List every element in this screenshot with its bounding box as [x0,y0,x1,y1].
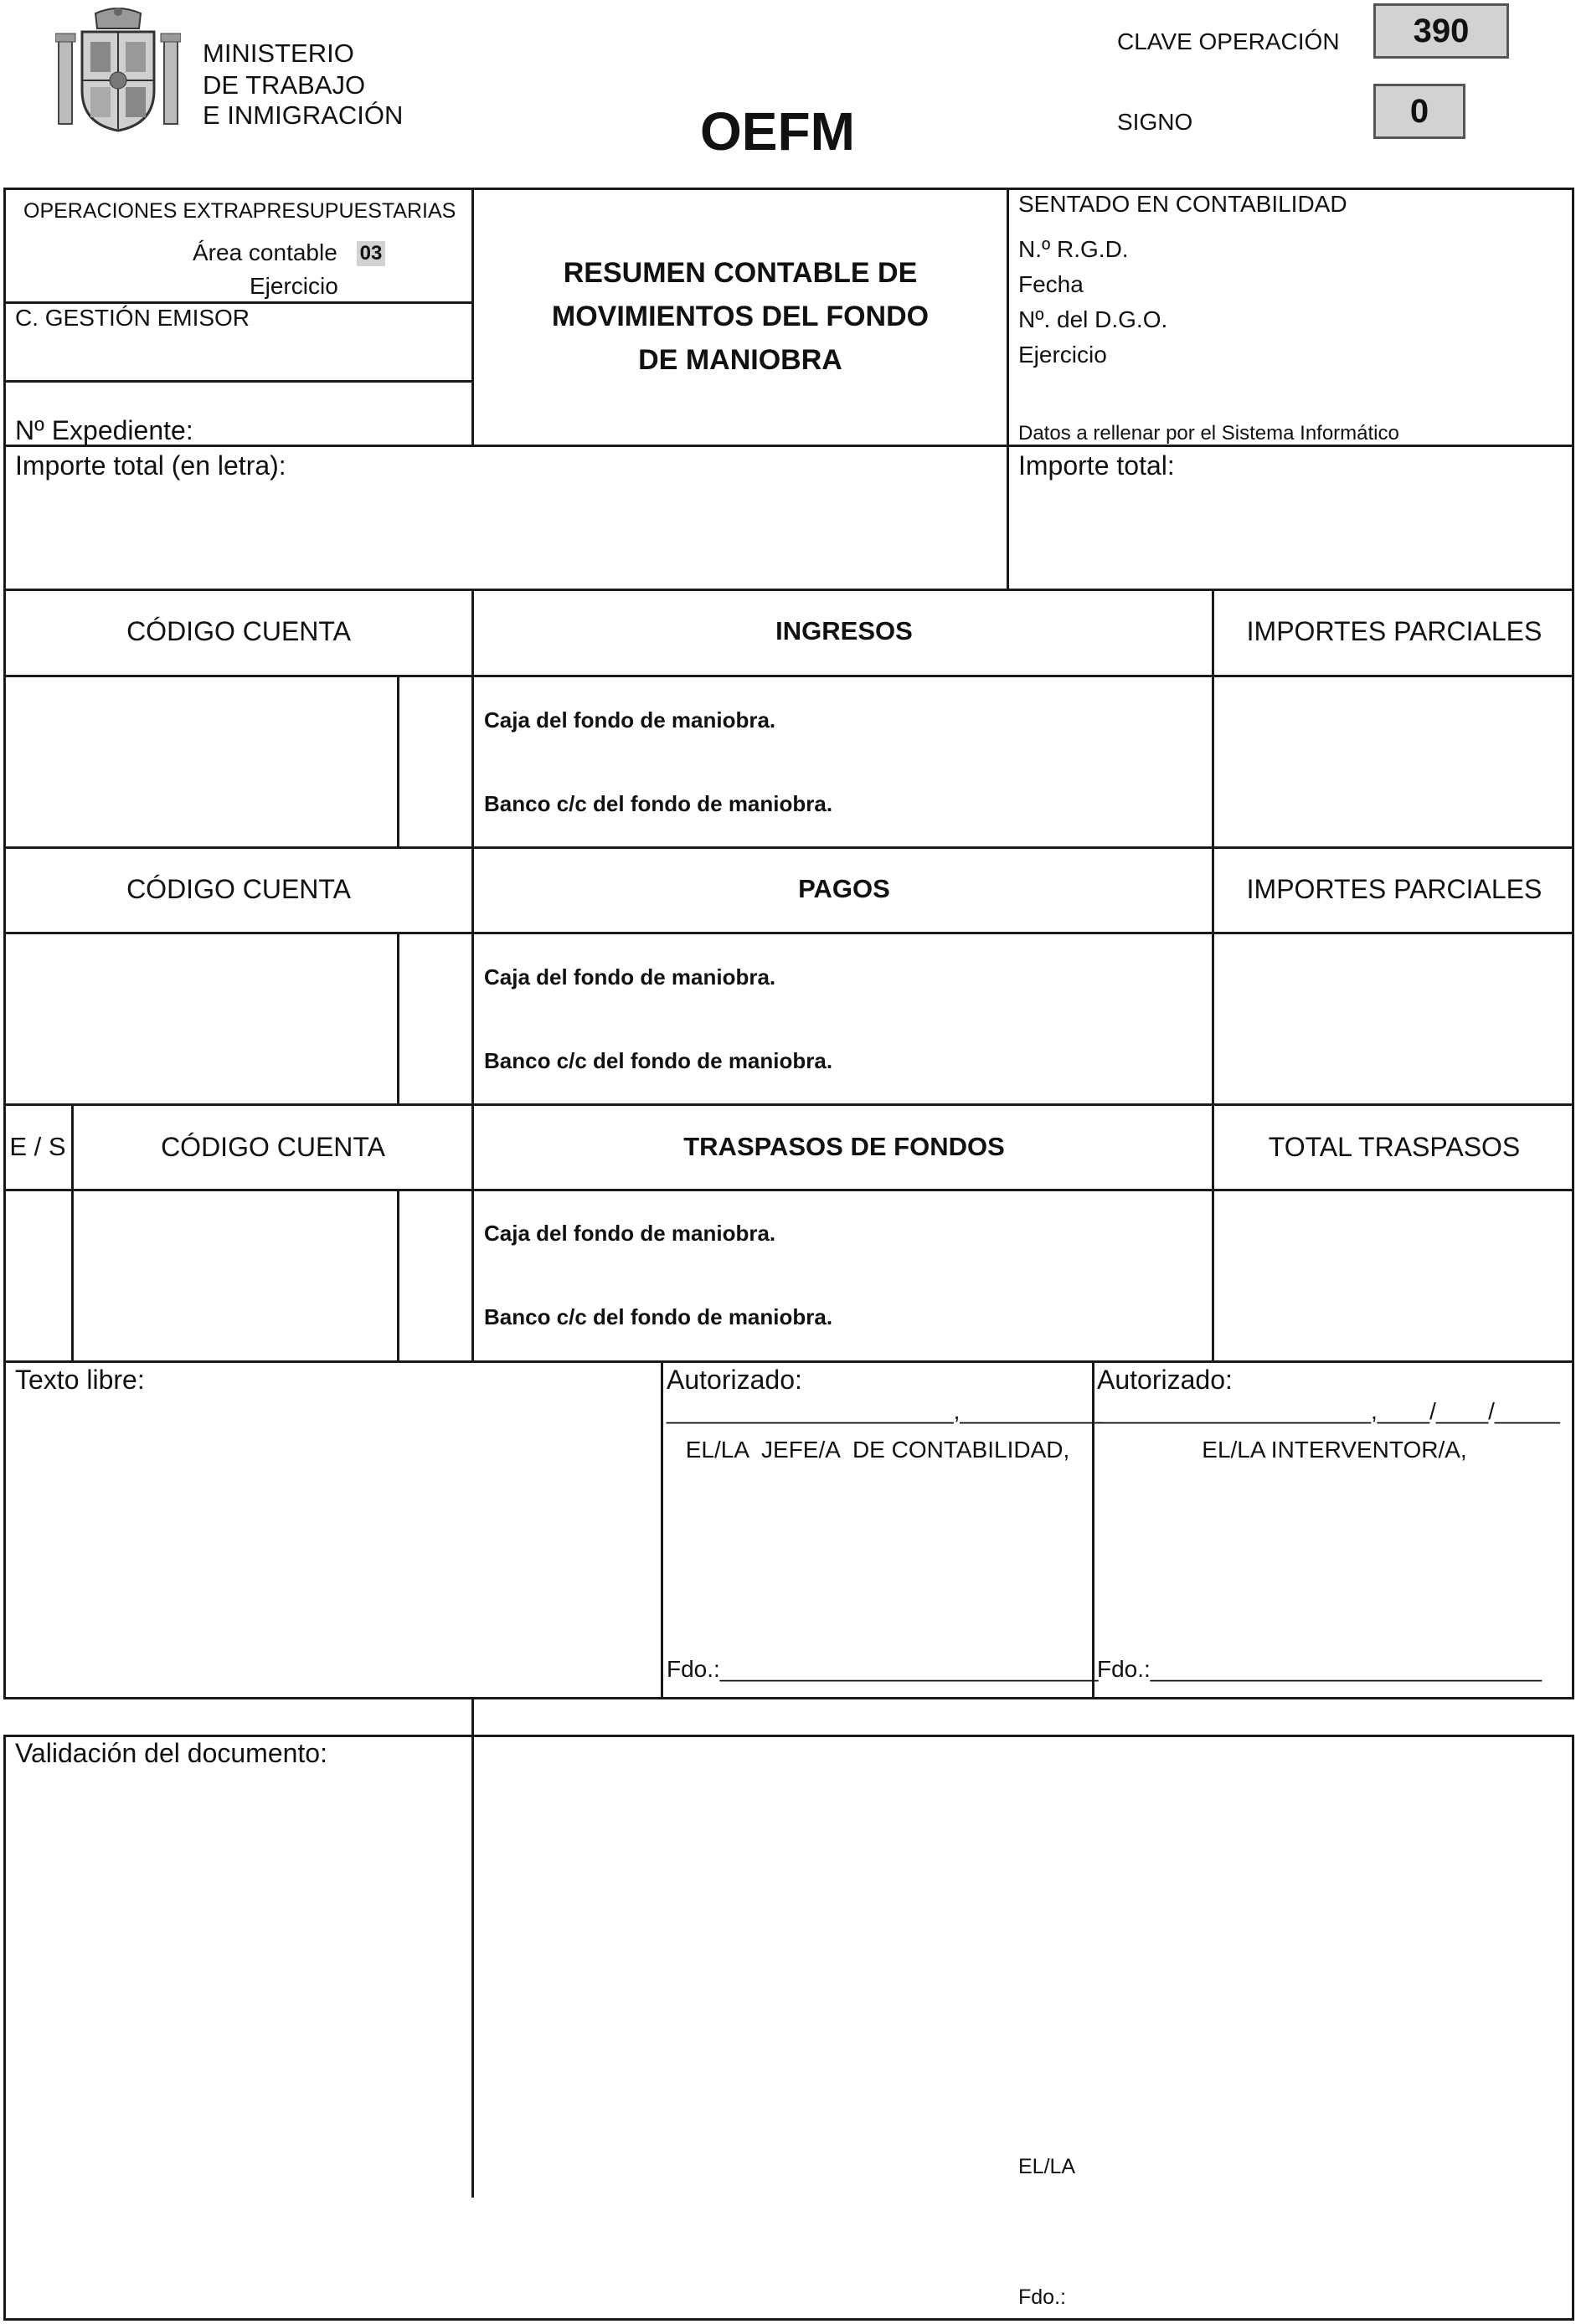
fdo-line-2: Fdo.:______________________________ [1097,1656,1542,1682]
divider [3,589,1574,591]
fecha-label: Fecha [1018,271,1084,297]
form-code: OEFM [700,101,855,162]
signo-label: SIGNO [1117,109,1193,135]
traspasos-total-header: TOTAL TRASPASOS [1268,1132,1521,1162]
contabilidad-ejercicio-label: Ejercicio [1018,342,1107,368]
importe-letra-label: Importe total (en letra): [15,450,286,481]
traspasos-codigo-cuenta-header: CÓDIGO CUENTA [161,1132,385,1162]
clave-operacion-value: 390 [1373,3,1509,59]
ministry-line-1: MINISTERIO [203,39,354,68]
title-line-3: DE MANIOBRA [638,344,842,376]
validacion-el-la: EL/LA [1018,2155,1076,2178]
rgd-label: N.º R.G.D. [1018,236,1129,262]
expediente-label: Nº Expediente: [15,415,193,445]
traspasos-caja-row: Caja del fondo de maniobra. [484,1221,776,1246]
pagos-codigo-cuenta-header: CÓDIGO CUENTA [126,874,351,904]
traspasos-es-header: E / S [9,1132,66,1161]
form-frame [3,188,1574,1699]
area-contable-label: Área contable [193,239,337,265]
form-title [474,251,1007,382]
jefe-contabilidad-label: EL/LA JEFE/A DE CONTABILIDAD, [685,1437,1070,1463]
ingresos-banco-row: Banco c/c del fondo de maniobra. [484,791,833,816]
area-contable-value: 03 [357,241,385,266]
divider [3,675,1574,677]
title-line-1: RESUMEN CONTABLE DE [563,257,918,289]
sentado-contabilidad-heading: SENTADO EN CONTABILIDAD [1018,191,1347,217]
divider [397,932,399,1103]
pagos-caja-row: Caja del fondo de maniobra. [484,964,776,990]
divider [397,1189,399,1360]
divider [3,380,474,383]
dgo-label: Nº. del D.G.O. [1018,306,1168,332]
autorizado-label-1: Autorizado: [667,1365,802,1395]
ingresos-heading: INGRESOS [775,616,913,645]
divider [1007,188,1009,591]
fecha-line-1: ______________________,___________ [667,1398,1104,1424]
validacion-fdo: Fdo.: [1018,2285,1066,2309]
fdo-line-1: Fdo.:_____________________________ [667,1656,1099,1682]
title-line-2: MOVIMIENTOS DEL FONDO [551,301,930,332]
pagos-importes-header: IMPORTES PARCIALES [1246,874,1543,904]
importe-total-label: Importe total: [1018,450,1175,481]
validacion-box [3,1735,1574,2321]
divider [1212,589,1214,1360]
ejercicio-label: Ejercicio [250,273,338,299]
ingresos-importes-header: IMPORTES PARCIALES [1246,616,1543,646]
ingresos-codigo-cuenta-header: CÓDIGO CUENTA [126,616,351,646]
divider [3,301,474,304]
divider [3,1103,1574,1106]
fecha-line-2: _____________________,____/____/_____ [1097,1398,1560,1424]
divider [661,1360,663,1699]
ministry-line-2: DE TRABAJO [203,70,366,100]
coat-of-arms-logo [55,7,181,132]
ingresos-caja-row: Caja del fondo de maniobra. [484,707,776,733]
ministry-line-3: E INMIGRACIÓN [203,100,404,130]
operaciones-label: OPERACIONES EXTRAPRESUPUESTARIAS [23,199,456,223]
interventor-label: EL/LA INTERVENTOR/A, [1202,1437,1467,1463]
gestion-emisor-label: C. GESTIÓN EMISOR [15,305,250,331]
pagos-banco-row: Banco c/c del fondo de maniobra. [484,1048,833,1073]
traspasos-banco-row: Banco c/c del fondo de maniobra. [484,1304,833,1329]
texto-libre-label: Texto libre: [15,1365,145,1395]
traspasos-heading: TRASPASOS DE FONDOS [683,1132,1005,1161]
autorizado-label-2: Autorizado: [1097,1365,1233,1395]
signo-value: 0 [1373,84,1465,139]
divider [3,1189,1574,1191]
divider [3,1360,1574,1363]
sistema-informatico-note: Datos a rellenar por el Sistema Informático [1018,422,1399,445]
clave-operacion-label: CLAVE OPERACIÓN [1117,28,1340,54]
validacion-label: Validación del documento: [15,1738,327,1768]
divider [3,932,1574,934]
divider [397,675,399,846]
divider [3,846,1574,849]
pagos-heading: PAGOS [798,874,890,903]
